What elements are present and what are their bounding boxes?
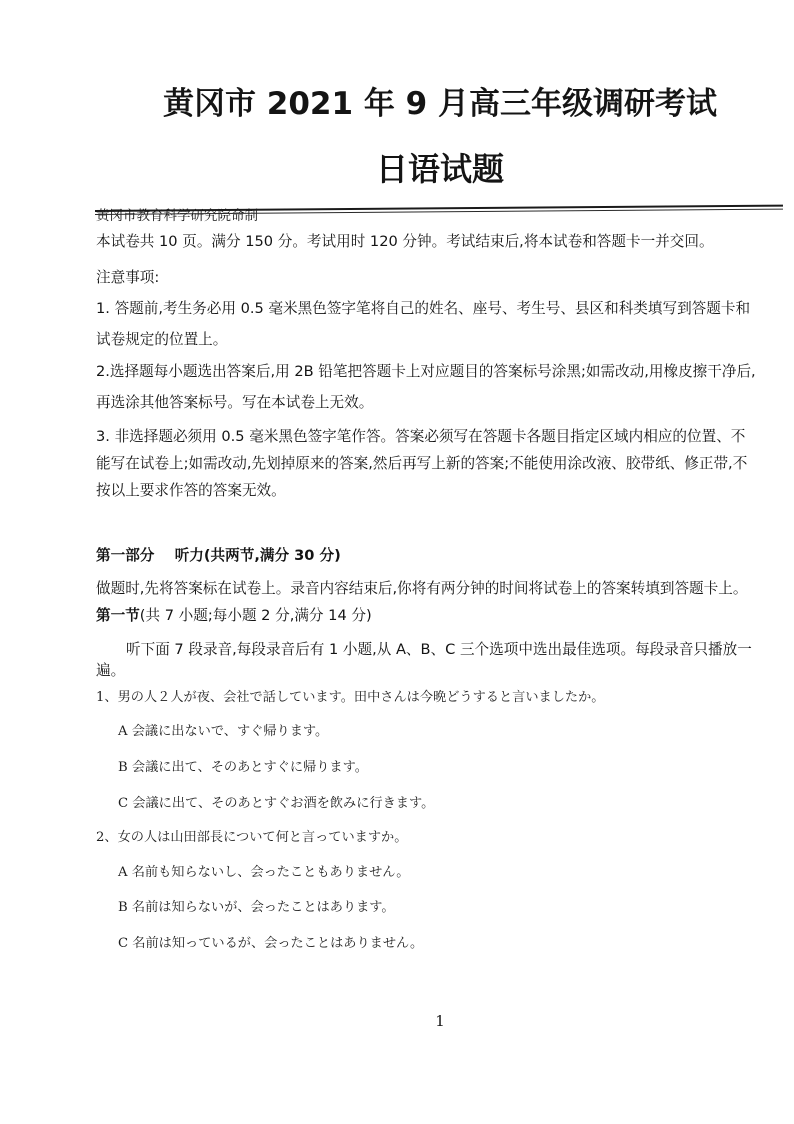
intro-text: 本试卷共 10 页。满分 150 分。考试用时 120 分钟。考试结束后,将本试卷和答题卡一并交回。 [96, 233, 714, 250]
part1-instruction: 做题时,先将答案标在试卷上。录音内容结束后,你将有两分钟的时间将试卷上的答案转填到答题卡上。 [96, 580, 748, 597]
notes-heading: 注意事项: [96, 269, 160, 286]
question-2-option-a: A 名前も知らないし、会ったこともありません。 [118, 865, 410, 880]
question-2-stem: 2、女の人は山田部長について何と言っていますか。 [96, 830, 408, 845]
note-2-line-2: 再选涂其他答案标号。写在本试卷上无效。 [96, 394, 374, 411]
note-2-line-1: 2.选择题每小题选出答案后,用 2B 铅笔把答题卡上对应题目的答案标号涂黑;如需改动,用橡皮擦干净后, [96, 363, 756, 380]
question-1-option-a: A 会議に出ないで、すぐ帰ります。 [118, 724, 329, 739]
note-3-line-3: 按以上要求作答的答案无效。 [96, 482, 286, 499]
section1-instruction-line-2: 遍。 [96, 662, 126, 679]
page-number: 1 [435, 1012, 445, 1030]
exam-title: 黄冈市 2021 年 9 月高三年级调研考试 [162, 86, 718, 122]
note-3-line-1: 3. 非选择题必须用 0.5 毫米黑色签字笔作答。答案必须写在答题卡各题目指定区域内相应的位置、不 [96, 428, 746, 445]
section1-heading-rest: (共 7 小题;每小题 2 分,满分 14 分) [139, 607, 372, 624]
question-2-option-c: C 名前は知っているが、会ったことはありません。 [118, 936, 424, 951]
question-1-option-c: C 会議に出て、そのあとすぐお酒を飲みに行きます。 [118, 796, 435, 811]
question-1-option-b: B 会議に出て、そのあとすぐに帰ります。 [118, 760, 368, 775]
section1-instruction-line-1: 听下面 7 段录音,每段录音后有 1 小题,从 A、B、C 三个选项中选出最佳选项。每段录音只播放一 [126, 641, 752, 658]
note-3-line-2: 能写在试卷上;如需改动,先划掉原来的答案,然后再写上新的答案;不能使用涂改液、胶带纸、修正带,不 [96, 455, 748, 472]
section1-heading [96, 604, 372, 625]
exam-subtitle: 日语试题 [375, 150, 504, 188]
question-1-stem: 1、男の人２人が夜、会社で話しています。田中さんは今晩どうすると言いましたか。 [96, 690, 605, 705]
compiler-credit: 黄冈市教育科学研究院命制 [96, 208, 258, 224]
section1-heading-bold: 第一节 [96, 607, 140, 624]
note-1-line-2: 试卷规定的位置上。 [96, 331, 228, 348]
note-1-line-1: 1. 答题前,考生务必用 0.5 毫米黑色签字笔将自己的姓名、座号、考生号、县区和科类填写到答题卡和 [96, 300, 751, 317]
question-2-option-b: B 名前は知らないが、会ったことはあります。 [118, 900, 395, 915]
part1-heading: 第一部分 听力(共两节,满分 30 分) [96, 547, 341, 564]
